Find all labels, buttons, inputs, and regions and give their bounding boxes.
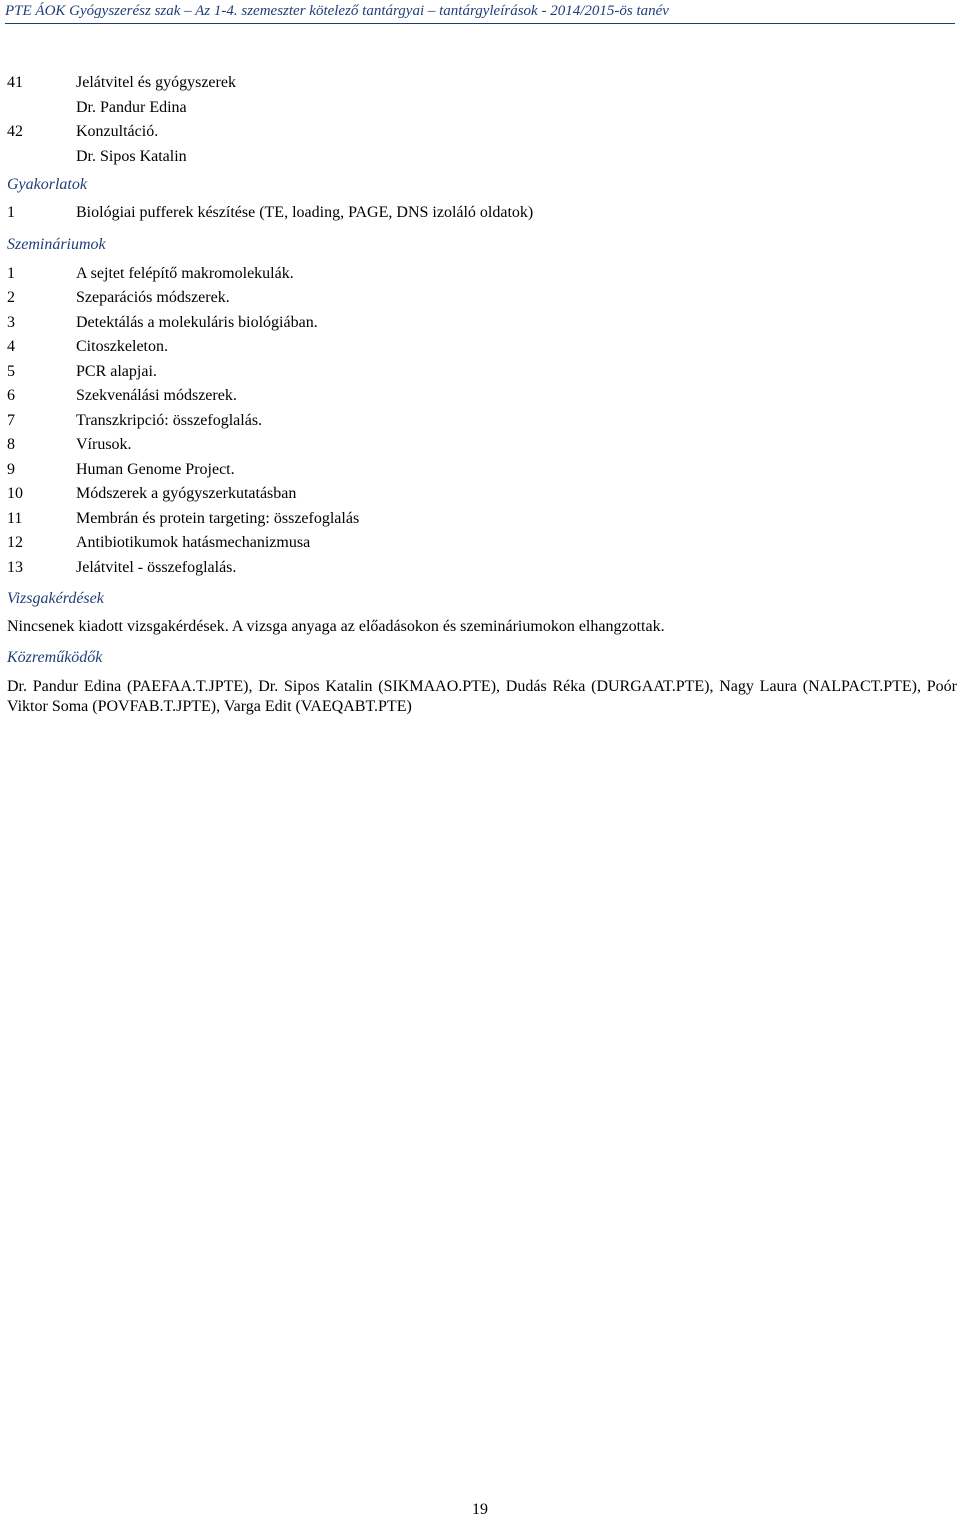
item-title: Membrán és protein targeting: összefoglalás [76,509,360,527]
item-number: 3 [7,313,15,331]
list-item [7,96,959,121]
contributors-text: Dr. Pandur Edina (PAEFAA.T.JPTE), Dr. Sipos Katalin (SIKMAAO.PTE), Dudás Réka (DURGAAT.PTE), Nagy Laura (NALPACT.PTE), Poór Viktor Soma (POVFAB.T.JPTE), Varga Edit (VAEQABT.PTE) [7,677,957,715]
item-title: Szeparációs módszerek. [76,289,230,306]
item-title: Módszerek a gyógyszerkutatásban [76,485,297,502]
item-title: Antibiotikumok hatásmechanizmusa [76,534,311,551]
list-item [7,145,959,170]
list-item [7,556,959,581]
item-number: 7 [7,411,15,429]
item-title: Human Genome Project. [76,460,235,478]
list-item [7,201,959,226]
section-heading-practicals: Gyakorlatok [7,176,87,193]
lecturer-name: Dr. Sipos Katalin [76,147,187,165]
running-header: PTE ÁOK Gyógyszerész szak – Az 1-4. szemeszter kötelező tantárgyai – tantárgyleírások - 2014/2015-ös tanév [5,3,669,19]
list-item [7,71,959,96]
item-number: 1 [7,264,15,282]
item-number [7,145,76,170]
list-item [7,458,959,483]
item-title: A sejtet felépítő makromolekulák. [76,264,294,282]
item-title: Detektálás a molekuláris biológiában. [76,313,318,331]
section-heading-contributors: Közreműködők [7,648,103,666]
lecture-list [7,71,959,169]
list-item [7,433,959,458]
item-title: Jelátvitel és gyógyszerek [76,74,236,91]
item-number: 41 [7,74,23,91]
section-heading-exam-questions: Vizsgakérdések [7,590,104,607]
item-number: 8 [7,436,15,453]
practicals-list [7,201,959,226]
item-title: Konzultáció. [76,123,159,140]
item-title: Citoszkeleton. [76,338,168,355]
item-number: 5 [7,362,15,380]
document-body [7,71,959,718]
item-number: 11 [7,509,23,527]
list-item [7,507,959,532]
list-item [7,262,959,287]
list-item [7,409,959,434]
item-number: 12 [7,534,23,551]
list-item [7,335,959,360]
item-title: Jelátvitel - összefoglalás. [76,558,237,576]
section-heading-seminars: Szemináriumok [7,235,106,253]
item-number: 9 [7,460,15,478]
item-title: Transzkripció: összefoglalás. [76,411,263,429]
item-title: Biológiai pufferek készítése (TE, loading, PAGE, DNS izoláló oldatok) [76,204,534,221]
item-title: Vírusok. [76,436,132,453]
item-number: 2 [7,289,15,306]
item-number: 10 [7,485,23,502]
seminars-list [7,262,959,581]
list-item [7,384,959,409]
item-number [7,96,76,121]
list-item [7,360,959,385]
item-number: 4 [7,338,15,355]
item-title: PCR alapjai. [76,362,157,380]
item-number: 13 [7,558,23,576]
item-title: Szekvenálási módszerek. [76,387,237,404]
item-number: 1 [7,204,15,221]
exam-questions-text: Nincsenek kiadott vizsgakérdések. A vizsga anyaga az előadásokon és szemináriumokon elhangzottak. [7,618,665,635]
page-number: 19 [472,1501,488,1518]
header-divider [5,23,955,24]
lecturer-name: Dr. Pandur Edina [76,98,187,116]
list-item [7,531,959,556]
item-number: 42 [7,123,23,140]
list-item [7,120,959,145]
list-item [7,311,959,336]
list-item [7,286,959,311]
item-number: 6 [7,387,15,404]
list-item [7,482,959,507]
